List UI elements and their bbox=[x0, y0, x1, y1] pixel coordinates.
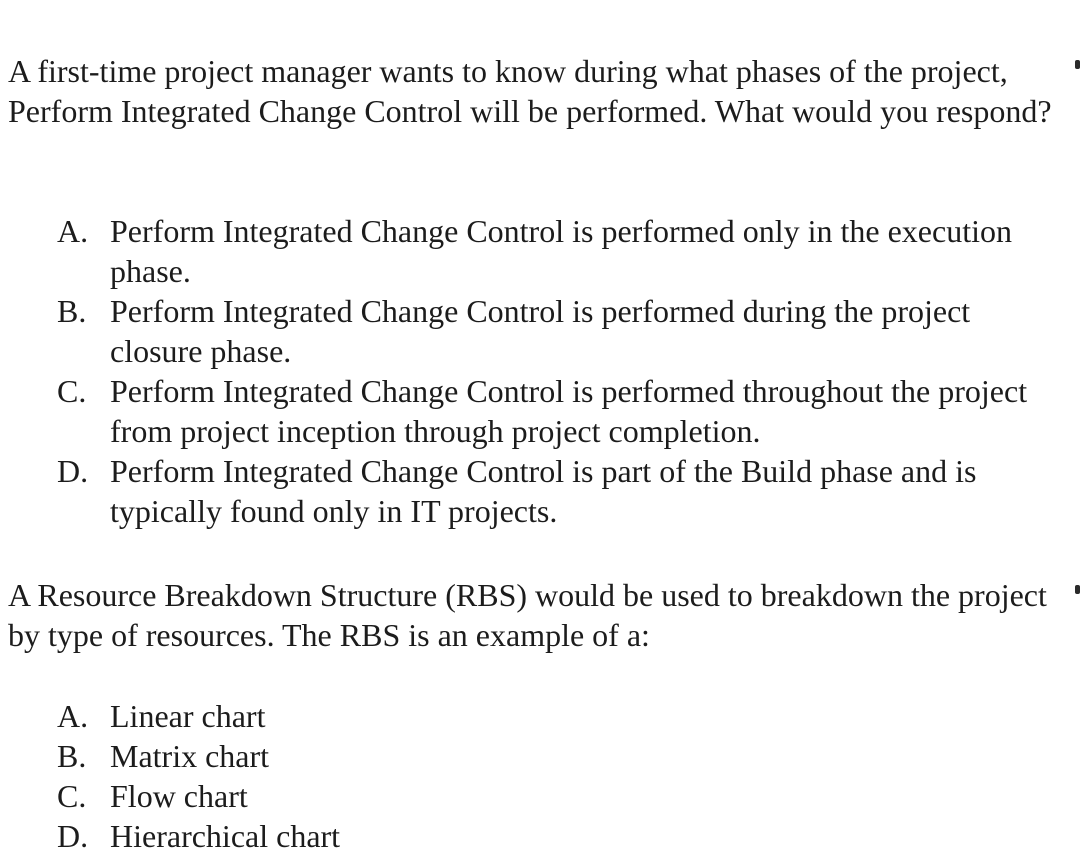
question-2-options bbox=[0, 696, 1060, 856]
option-text: Flow chart bbox=[110, 778, 248, 814]
margin-mark bbox=[1075, 60, 1080, 69]
question-1-options bbox=[0, 211, 1060, 531]
option-letter: C. bbox=[57, 373, 87, 409]
option-text: Perform Integrated Change Control is part of the Build phase and is typically found only in IT projects. bbox=[110, 453, 977, 529]
option-text: Hierarchical chart bbox=[110, 818, 341, 854]
option-a bbox=[0, 696, 1060, 736]
option-text: Matrix chart bbox=[110, 738, 270, 774]
option-text: Perform Integrated Change Control is performed throughout the project from project inception through project completion. bbox=[110, 373, 1028, 449]
cropped-previous-line bbox=[0, 0, 320, 6]
option-letter: B. bbox=[57, 293, 87, 329]
option-a bbox=[0, 211, 1060, 291]
option-letter: D. bbox=[57, 818, 89, 854]
option-text: Perform Integrated Change Control is performed during the project closure phase. bbox=[110, 293, 971, 369]
option-text: Perform Integrated Change Control is performed only in the execution phase. bbox=[110, 213, 1012, 289]
option-b bbox=[0, 736, 1060, 776]
option-b bbox=[0, 291, 1060, 371]
option-c bbox=[0, 371, 1060, 451]
option-c bbox=[0, 776, 1060, 816]
option-d bbox=[0, 451, 1060, 531]
question-2-text: A Resource Breakdown Structure (RBS) would be used to breakdown the project by type of resources. The RBS is an example of a: bbox=[8, 577, 1047, 653]
option-d bbox=[0, 816, 1060, 856]
option-letter: B. bbox=[57, 738, 87, 774]
option-letter: D. bbox=[57, 453, 89, 489]
option-text: Linear chart bbox=[110, 698, 266, 734]
option-letter: A. bbox=[57, 213, 89, 249]
margin-mark bbox=[1075, 585, 1080, 594]
option-letter: C. bbox=[57, 778, 87, 814]
option-letter: A. bbox=[57, 698, 89, 734]
question-1-text: A first-time project manager wants to know during what phases of the project, Perform Integrated Change Control will be performed. What would you respond? bbox=[8, 53, 1052, 129]
